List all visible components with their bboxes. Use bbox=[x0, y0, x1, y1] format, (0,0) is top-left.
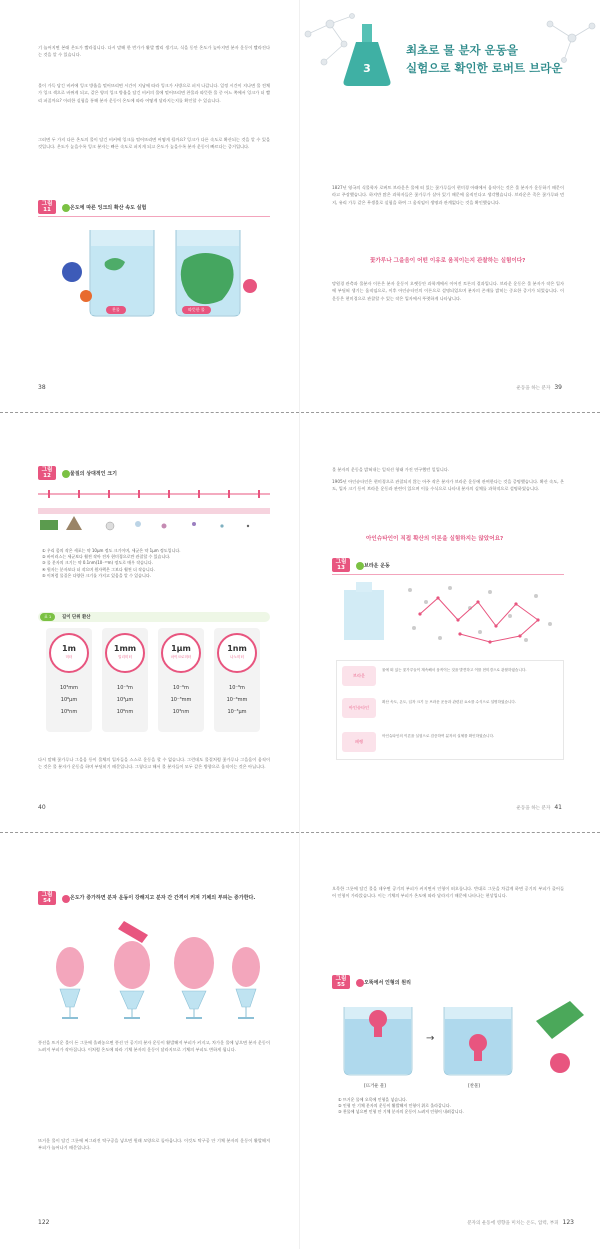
size-scale-illustration bbox=[38, 486, 270, 542]
chapter-title-line-1: 최초로 물 분자 운동을 bbox=[406, 43, 518, 57]
character-icon bbox=[80, 290, 92, 302]
brownian-motion-illustration bbox=[340, 580, 564, 650]
unit-card bbox=[214, 628, 260, 732]
object-icon bbox=[40, 520, 58, 530]
figure-title: 온도가 증가하면 분자 운동이 강해지고 분자 간 간격이 커져 기체의 부피는 증가한다. bbox=[70, 894, 256, 901]
running-footer: 운동을 하는 분자 bbox=[516, 386, 551, 391]
diver-illustration bbox=[340, 999, 590, 1083]
object-icon bbox=[192, 522, 196, 526]
unit-badge: 1μm 마이크로미터 bbox=[161, 633, 201, 673]
panel-label: [뜨거운 물] bbox=[364, 1084, 386, 1089]
paragraph: 다시 말해 꽃가루나 그을음 등이 물체의 입자들을 스스로 운동을 할 수 없습니다. 그런데도 물결처럼 꽃가루나 그을음이 움직이는 것은 물 분자가 운동을 하며 부딪히기 때문입니다. 그렇다고 해서 물 분자들이 모두 같은 방향으로 움직이는 것은 아닙니다. bbox=[38, 757, 270, 770]
question-heading: 아인슈타인이 직접 확산의 이론을 실험하지는 않았어요? bbox=[366, 536, 504, 542]
paragraph: 오목한 그릇에 담긴 물을 데우면 공기의 부피가 커지면서 인형이 떠오릅니다. 반대로 그릇을 차갑게 하면 공기의 부피가 줄어들어 인형이 가라앉습니다. 이는 기체의 부피가 온도에 따라 달라지기 때문에 나타나는 현상입니다. bbox=[332, 886, 564, 899]
table-title: 길이 단위 환산 bbox=[62, 615, 91, 620]
page-footer bbox=[412, 384, 562, 391]
figure-divider bbox=[332, 574, 564, 575]
spread-38-39 bbox=[0, 0, 600, 414]
figure-title: 브라운 운동 bbox=[364, 562, 390, 569]
object-icon bbox=[66, 516, 82, 530]
step-item: ② 인형 안 기체 분자의 운동이 활발해져 인형이 위로 올라갑니다. bbox=[338, 1103, 451, 1109]
paragraph: 뜨거운 물이 담긴 그릇에 찌그러진 탁구공을 넣으면 원래 모양으로 돌아옵니다. 이것도 탁구공 안 기체 분자의 운동이 활발해져 부피가 늘어나기 때문입니다. bbox=[38, 1138, 270, 1151]
mascot-icon bbox=[62, 895, 70, 903]
unit-badge: 1nm 나노미터 bbox=[217, 633, 257, 673]
cold-water-tub bbox=[444, 1007, 512, 1075]
balloon-illustration bbox=[40, 917, 268, 1027]
figure-number-tag: 그림 55 bbox=[332, 975, 350, 989]
page-38 bbox=[0, 0, 300, 414]
cold-beaker bbox=[90, 230, 154, 316]
beaker-illustration bbox=[60, 222, 260, 322]
mascot-icon bbox=[356, 562, 364, 570]
note-item: ③ 물 분자의 크기는 약 0.1nm(10⁻¹⁰m) 정도로 매우 작습니다. bbox=[42, 560, 153, 566]
page-41 bbox=[300, 414, 600, 835]
page-number: 39 bbox=[554, 384, 562, 391]
chapter-title-line-2: 실험으로 확인한 로버트 브라운 bbox=[406, 61, 563, 75]
cold-water-label: 찬물 bbox=[106, 306, 126, 314]
spread-separator bbox=[0, 832, 600, 833]
flask-icon bbox=[344, 24, 391, 86]
notes-list bbox=[42, 548, 270, 579]
chapter-number: 3 bbox=[363, 62, 371, 75]
page-footer bbox=[374, 1219, 574, 1226]
paragraph: 망원경 관측과 물분자 이론은 분자 운동이 오랫동안 과학계에서 이어진 토론의 결과입니다. 브라운 운동은 물 분자가 작은 입자에 부딪혀 생기는 움직임으로, 이후 아인슈타인의 이론으로 설명되었으며 분자의 존재를 밝히는 중요한 증거가 되었습니다. 이 운동은 현미경으로 관찰할 수 있는 작은 입자에서 뚜렷하게 나타납니다. bbox=[332, 281, 564, 301]
spread-122-123 bbox=[0, 835, 600, 1249]
step-item: ① 뜨거운 물에 오목에 인형을 넣습니다. bbox=[338, 1097, 408, 1102]
unit-values: 10³mm 10⁶μm 10⁹nm bbox=[59, 685, 79, 715]
table-text: 확산 속도, 온도, 입자 크기 등 브라운 운동과 관련된 요소를 수식으로 설명하였습니다. bbox=[382, 700, 517, 704]
figure-header bbox=[38, 891, 260, 905]
question-heading: 꽃가루나 그을음이 어떤 이유로 움직이는지 관찰하는 실험이다? bbox=[370, 258, 526, 264]
note-item: ① 우리 몸의 작은 세포는 약 10μm 정도 크기이며, 세균은 약 1μm 정도입니다. bbox=[42, 548, 181, 553]
mascot-icon bbox=[62, 470, 70, 478]
table-tag: 페랭 bbox=[342, 732, 376, 752]
unit-values: 10⁻³m 10³μm 10⁶nm bbox=[116, 685, 134, 715]
page-40 bbox=[0, 414, 300, 835]
unit-badge: 1mm 밀리미터 bbox=[105, 633, 145, 673]
running-footer: 운동을 하는 분자 bbox=[516, 806, 551, 811]
panel-label: [찬물] bbox=[468, 1084, 480, 1089]
running-footer: 분자의 운동에 영향을 미치는 온도, 압력, 부피 bbox=[467, 1221, 559, 1226]
figure-title: 오뚝에서 인형의 원리 bbox=[364, 979, 411, 986]
paragraph: 1905년 아인슈타인은 현미경으로 관찰되지 않는 아주 작은 분자가 브라운 운동에 관여한다는 것을 증명했습니다. 확산 속도, 온도, 입자 크기 등이 브라운 운동과 관련이 있으며 이를 수식으로 나타내 분자의 실체를 과학적으로 설명하였습니다. bbox=[332, 479, 564, 492]
figure-header bbox=[38, 200, 146, 214]
unit-card bbox=[102, 628, 148, 732]
paragraph: 물 분자의 운동을 밝혀내는 일직선 형태 가진 연구했던 일입니다. bbox=[332, 467, 450, 472]
object-icon bbox=[106, 522, 114, 530]
steps-list bbox=[338, 1097, 558, 1116]
figure-number-tag: 그림 54 bbox=[38, 891, 56, 905]
unit-card bbox=[46, 628, 92, 732]
table-tag: 아인슈타인 bbox=[342, 698, 376, 718]
figure-divider bbox=[38, 216, 270, 217]
figure-number-tag: 그림 11 bbox=[38, 200, 56, 214]
paragraph: 풍선을 뜨거운 물이 든 그릇에 올려놓으면 풍선 안 공기의 분자 운동이 활발해져 부피가 커지고, 차가운 물에 넣으면 분자 운동이 느려져 부피가 작아집니다. 이처럼 온도에 따라 기체 분자의 운동이 달라지므로 기체의 부피도 변하게 됩니다. bbox=[38, 1040, 270, 1053]
unit-badge: 1m 미터 bbox=[49, 633, 89, 673]
note-item: ② 바이러스는 세균보다 훨씬 작아 전자 현미경으로만 관찰할 수 있습니다. bbox=[42, 554, 171, 560]
spread-separator bbox=[0, 412, 600, 413]
object-icon bbox=[162, 524, 167, 529]
page-123 bbox=[300, 835, 600, 1249]
mascot-icon bbox=[356, 979, 364, 987]
note-item: ⑤ 이처럼 물질은 다양한 크기를 가지고 있음을 알 수 있습니다. bbox=[42, 572, 152, 578]
table-tag: 브라운 bbox=[342, 666, 376, 686]
unit-values: 10⁻⁶m 10⁻³mm 10³nm bbox=[170, 685, 192, 715]
table-text: 아인슈타인의 이론을 실험으로 검증하여 분자의 실체를 확인하였습니다. bbox=[382, 734, 495, 738]
character-icon bbox=[550, 1053, 570, 1073]
figure-number-tag: 그림 13 bbox=[332, 558, 350, 572]
svg-text:→: → bbox=[426, 1033, 435, 1044]
unit-values: 10⁻⁹m 10⁻⁶mm 10⁻³μm bbox=[226, 685, 248, 715]
figure-title: 온도에 따른 잉크의 확산 속도 실험 bbox=[70, 204, 147, 211]
page-number: 41 bbox=[554, 804, 562, 811]
paragraph: 기 늘어지면 본래 온도가 빨라집니다. 다시 말해 한 번가가 활발 빨리 생기고, 식을 동안 온도가 높아지면 분자 운동이 빨라진다는 것을 알 수 있습니다. bbox=[38, 45, 270, 58]
paragraph: 1827년 영국의 식물학자 로버트 브라운은 물에 떠 있는 꽃가루들이 현미경 아래에서 움직이는 것은 물 분자가 운동하기 때문이라고 주장했습니다. 하지만 많은 과학자들은 꽃가루가 살아 있기 때문에 움직인다고 생각했습니다. 브라운은 죽은 꽃가루와 먼지, 유리 가루 같은 무생물로 실험을 하여 그 움직임이 생명과 관계없다는 것을 확인했습니다. bbox=[332, 185, 564, 205]
page-122 bbox=[0, 835, 300, 1249]
page-footer bbox=[412, 804, 562, 811]
paragraph: 물이 가득 담긴 비커에 잉크 방울을 떨어뜨리면 시간이 지남에 따라 잉크가 사방으로 퍼져 나갑니다. 일정 시간이 지나면 물 전체가 잉크 색으로 바뀌게 되고, 같은 양의 잉크 방울을 담긴 비커의 물에 떨어뜨리면 찬물과 따뜻한 물 중 어느 쪽에서 잉크가 더 빨리 퍼질까요? 이러한 실험을 통해 분자 운동이 온도에 따라 어떻게 달라지는지를 확인할 수 있습니다. bbox=[38, 83, 270, 103]
figure-header bbox=[332, 975, 411, 989]
object-icon bbox=[220, 524, 223, 527]
figure-number-tag: 그림 12 bbox=[38, 466, 56, 480]
paragraph: 그러면 두 가지 다른 온도의 물이 담긴 비커에 잉크를 떨어뜨리면 어떻게 될까요? 잉크가 다른 속도로 확산되는 것을 알 수 있을 것입니다. 온도가 높을수록 잉크 분자는 빠른 속도로 퍼지게 되고 온도가 높을수록 분자 운동이 빠르다는 증거입니다. bbox=[38, 137, 270, 150]
hot-water-label: 따뜻한 물 bbox=[182, 306, 211, 314]
table-header-bar bbox=[38, 612, 270, 622]
note-item: ④ 원자는 분자보다 더 작으며 원자핵은 그보다 훨씬 더 작습니다. bbox=[42, 566, 155, 572]
step-item: ③ 찬물에 넣으면 인형 안 기체 분자의 운동이 느려져 인형이 내려갑니다. bbox=[338, 1109, 464, 1115]
object-icon bbox=[247, 525, 249, 527]
spread-40-41 bbox=[0, 414, 600, 835]
character-icon bbox=[243, 279, 257, 293]
hot-beaker bbox=[176, 230, 240, 316]
object-icon bbox=[135, 521, 141, 527]
character-icon bbox=[62, 262, 82, 282]
table-tag: 표 1 bbox=[40, 613, 55, 621]
page-number: 123 bbox=[562, 1219, 574, 1226]
mascot-icon bbox=[62, 204, 70, 212]
unit-card bbox=[158, 628, 204, 732]
hot-water-tub bbox=[344, 1007, 412, 1075]
page-number: 40 bbox=[38, 804, 46, 811]
page-number: 122 bbox=[38, 1219, 50, 1226]
page-39 bbox=[300, 0, 600, 414]
bucket-icon bbox=[536, 1001, 584, 1039]
figure-title: 물질의 상대적인 크기 bbox=[70, 470, 117, 477]
page-number: 38 bbox=[38, 384, 46, 391]
figure-header bbox=[38, 466, 117, 480]
pin-icon bbox=[118, 921, 148, 943]
table-text: 물에 떠 있는 꽃가루들이 계속해서 움직이는 것을 발견하고 이를 현미경으로 관찰하였습니다. bbox=[382, 668, 527, 672]
